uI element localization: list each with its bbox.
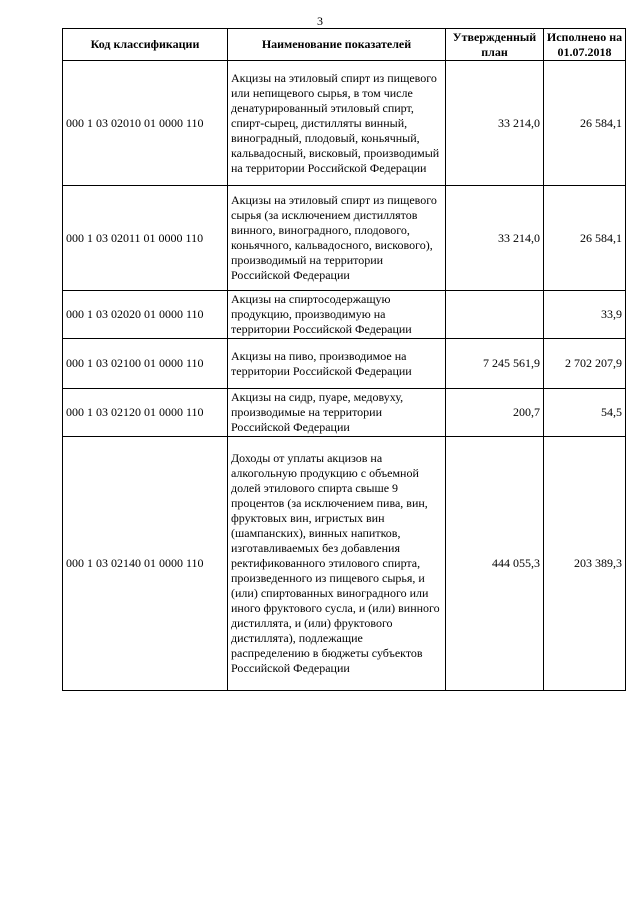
header-code: Код классификации [63,29,228,61]
approved-plan: 33 214,0 [446,186,544,291]
indicator-name: Доходы от уплаты акцизов на алкогольную продукцию с объемной долей этилового спирта свыше 9 процентов (за исключением пива, вин, фруктовых вин, игристых вин (шампанских), винных напитков, изготавливаемых без добавления ректификованного этилового спирта, произведенного из пищевого сырья, и (или) спиртованных виноградного или иного фруктового сусла, и (или) винного дистиллята, и (или) фруктового дистиллята), подлежащие распределению в бюджеты субъектов Российской Федерации [228,437,446,691]
approved-plan: 33 214,0 [446,61,544,186]
table-row [63,291,626,339]
executed-amount: 33,9 [544,291,626,339]
classification-code: 000 1 03 02011 01 0000 110 [63,186,228,291]
indicator-name: Акцизы на спиртосодержащую продукцию, производимую на территории Российской Федерации [228,291,446,339]
approved-plan: 200,7 [446,389,544,437]
approved-plan [446,291,544,339]
header-name: Наименование показателей [228,29,446,61]
indicator-name: Акцизы на этиловый спирт из пищевого или непищевого сырья, в том числе денатурированный этиловый спирт, спирт-сырец, дистилляты винный, виноградный, плодовый, коньячный, кальвадосный, висковый, производимый на территории Российской Федерации [228,61,446,186]
indicator-name: Акцизы на пиво, производимое на территории Российской Федерации [228,339,446,389]
classification-code: 000 1 03 02020 01 0000 110 [63,291,228,339]
indicator-name: Акцизы на сидр, пуаре, медовуху, производимые на территории Российской Федерации [228,389,446,437]
table-row [63,437,626,691]
page-number: 3 [317,14,323,28]
approved-plan: 444 055,3 [446,437,544,691]
header-done: Исполнено на 01.07.2018 [544,29,626,61]
executed-amount: 2 702 207,9 [544,339,626,389]
executed-amount: 26 584,1 [544,61,626,186]
classification-code: 000 1 03 02120 01 0000 110 [63,389,228,437]
table-row [63,61,626,186]
classification-code: 000 1 03 02140 01 0000 110 [63,437,228,691]
table-row [63,389,626,437]
header-plan: Утвержденный план [446,29,544,61]
executed-amount: 26 584,1 [544,186,626,291]
approved-plan: 7 245 561,9 [446,339,544,389]
table-row [63,339,626,389]
indicator-name: Акцизы на этиловый спирт из пищевого сырья (за исключением дистиллятов винного, виноградного, плодового, коньячного, кальвадосного, вискового), производимый на территории Российской Федерации [228,186,446,291]
table-row [63,186,626,291]
budget-table [62,28,626,691]
executed-amount: 54,5 [544,389,626,437]
classification-code: 000 1 03 02100 01 0000 110 [63,339,228,389]
table-header-row [63,29,626,61]
executed-amount: 203 389,3 [544,437,626,691]
classification-code: 000 1 03 02010 01 0000 110 [63,61,228,186]
